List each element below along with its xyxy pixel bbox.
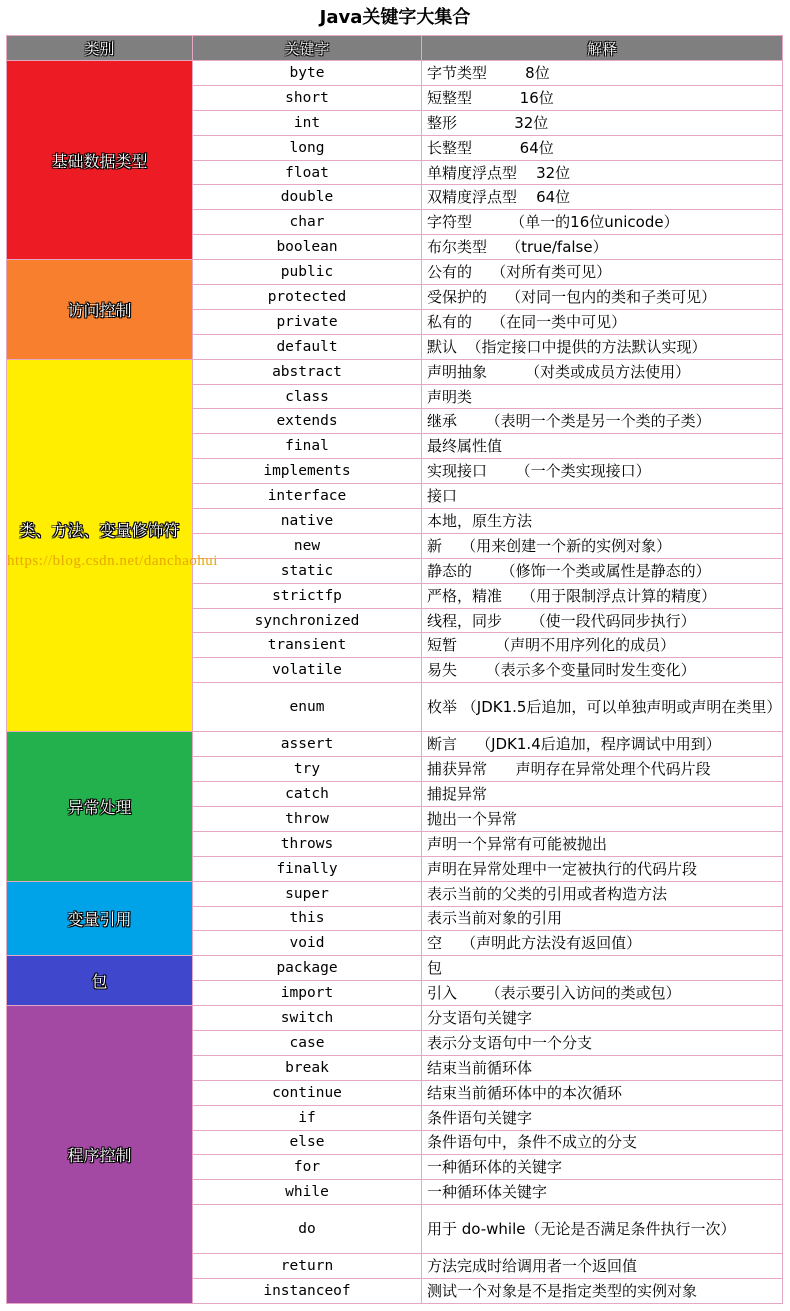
- keyword-cell: public: [193, 260, 422, 285]
- keyword-cell: default: [193, 334, 422, 359]
- keyword-cell: throws: [193, 831, 422, 856]
- keyword-cell: interface: [193, 484, 422, 509]
- category-cell: [7, 881, 193, 956]
- header-category: 类别: [7, 36, 193, 61]
- explanation-cell: 布尔类型 （true/false）: [422, 235, 783, 260]
- keyword-cell: case: [193, 1030, 422, 1055]
- explanation-cell: 实现接口 （一个类实现接口）: [422, 459, 783, 484]
- keyword-cell: extends: [193, 409, 422, 434]
- keyword-cell: finally: [193, 856, 422, 881]
- category-label: 程序控制: [67, 1146, 132, 1166]
- keyword-table: [6, 35, 783, 1304]
- category-label: 基础数据类型: [51, 151, 148, 171]
- keyword-cell: catch: [193, 782, 422, 807]
- keyword-cell: private: [193, 309, 422, 334]
- keyword-cell: static: [193, 558, 422, 583]
- explanation-cell: 结束当前循环体中的本次循环: [422, 1080, 783, 1105]
- table-row: [7, 732, 783, 757]
- explanation-cell: 空 （声明此方法没有返回值）: [422, 931, 783, 956]
- keyword-cell: class: [193, 384, 422, 409]
- explanation-cell: 结束当前循环体: [422, 1055, 783, 1080]
- keyword-cell: new: [193, 533, 422, 558]
- explanation-cell: 易失 （表示多个变量同时发生变化）: [422, 658, 783, 683]
- keyword-cell: implements: [193, 459, 422, 484]
- explanation-cell: 本地，原生方法: [422, 509, 783, 534]
- keyword-cell: protected: [193, 285, 422, 310]
- keyword-cell: import: [193, 981, 422, 1006]
- keyword-cell: char: [193, 210, 422, 235]
- explanation-cell: 新 （用来创建一个新的实例对象）: [422, 533, 783, 558]
- page-title: Java关键字大集合: [319, 7, 471, 28]
- explanation-cell: 接口: [422, 484, 783, 509]
- keyword-cell: transient: [193, 633, 422, 658]
- keyword-cell: synchronized: [193, 608, 422, 633]
- explanation-cell: 一种循环体的关键字: [422, 1155, 783, 1180]
- keyword-cell: instanceof: [193, 1279, 422, 1304]
- explanation-cell: 继承 （表明一个类是另一个类的子类）: [422, 409, 783, 434]
- keyword-cell: enum: [193, 683, 422, 732]
- keyword-cell: try: [193, 757, 422, 782]
- explanation-cell: 分支语句关键字: [422, 1006, 783, 1031]
- explanation-cell: 私有的 （在同一类中可见）: [422, 309, 783, 334]
- explanation-cell: 声明抽象 （对类或成员方法使用）: [422, 359, 783, 384]
- explanation-cell: 静态的 （修饰一个类或属性是静态的）: [422, 558, 783, 583]
- header-keyword: 关键字: [193, 36, 422, 61]
- keyword-cell: native: [193, 509, 422, 534]
- explanation-cell: 抛出一个异常: [422, 806, 783, 831]
- explanation-cell: 表示当前对象的引用: [422, 906, 783, 931]
- explanation-cell: 引入 （表示要引入访问的类或包）: [422, 981, 783, 1006]
- explanation-cell: 捕捉异常: [422, 782, 783, 807]
- header-explanation: 解释: [422, 36, 783, 61]
- category-label: 包: [91, 972, 108, 992]
- explanation-cell: 受保护的 （对同一包内的类和子类可见）: [422, 285, 783, 310]
- keyword-cell: assert: [193, 732, 422, 757]
- explanation-cell: 双精度浮点型 64位: [422, 185, 783, 210]
- keyword-cell: volatile: [193, 658, 422, 683]
- explanation-cell: 测试一个对象是不是指定类型的实例对象: [422, 1279, 783, 1304]
- explanation-cell: 断言 （JDK1.4后追加，程序调试中用到）: [422, 732, 783, 757]
- explanation-cell: 声明在异常处理中一定被执行的代码片段: [422, 856, 783, 881]
- category-cell: [7, 956, 193, 1006]
- keyword-cell: final: [193, 434, 422, 459]
- explanation-cell: 表示分支语句中一个分支: [422, 1030, 783, 1055]
- explanation-cell: 字符型 （单一的16位unicode）: [422, 210, 783, 235]
- keyword-cell: boolean: [193, 235, 422, 260]
- explanation-cell: 严格，精准 （用于限制浮点计算的精度）: [422, 583, 783, 608]
- keyword-cell: short: [193, 85, 422, 110]
- explanation-cell: 一种循环体关键字: [422, 1180, 783, 1205]
- category-label: 变量引用: [67, 909, 132, 929]
- explanation-cell: 条件语句中，条件不成立的分支: [422, 1130, 783, 1155]
- keyword-cell: throw: [193, 806, 422, 831]
- category-label: 访问控制: [67, 300, 132, 320]
- table-body: [7, 61, 783, 1304]
- category-label: 类、方法、变量修饰符: [19, 521, 180, 541]
- explanation-cell: 字节类型 8位: [422, 61, 783, 86]
- keyword-cell: super: [193, 881, 422, 906]
- explanation-cell: 用于 do-while（无论是否满足条件执行一次）: [422, 1205, 783, 1254]
- explanation-cell: 整形 32位: [422, 110, 783, 135]
- explanation-cell: 单精度浮点型 32位: [422, 160, 783, 185]
- category-cell: [7, 260, 193, 360]
- keyword-cell: continue: [193, 1080, 422, 1105]
- explanation-cell: 长整型 64位: [422, 135, 783, 160]
- explanation-cell: 短整型 16位: [422, 85, 783, 110]
- explanation-cell: 公有的 （对所有类可见）: [422, 260, 783, 285]
- explanation-cell: 方法完成时给调用者一个返回值: [422, 1254, 783, 1279]
- keyword-cell: void: [193, 931, 422, 956]
- category-cell: [7, 61, 193, 260]
- table-row: [7, 881, 783, 906]
- explanation-cell: 声明一个异常有可能被抛出: [422, 831, 783, 856]
- explanation-cell: 默认 （指定接口中提供的方法默认实现）: [422, 334, 783, 359]
- explanation-cell: 条件语句关键字: [422, 1105, 783, 1130]
- watermark-text: https://blog.csdn.net/danchaohui: [7, 553, 218, 570]
- table-row: [7, 359, 783, 384]
- category-cell: [7, 359, 218, 732]
- explanation-cell: 短暂 （声明不用序列化的成员）: [422, 633, 783, 658]
- keyword-cell: break: [193, 1055, 422, 1080]
- keyword-cell: strictfp: [193, 583, 422, 608]
- explanation-cell: 捕获异常 声明存在异常处理个代码片段: [422, 757, 783, 782]
- keyword-cell: package: [193, 956, 422, 981]
- keyword-cell: while: [193, 1180, 422, 1205]
- explanation-cell: 枚举 （JDK1.5后追加，可以单独声明或声明在类里）: [422, 683, 783, 732]
- keyword-cell: double: [193, 185, 422, 210]
- table-row: [7, 956, 783, 981]
- category-cell: [7, 1006, 193, 1304]
- keyword-cell: else: [193, 1130, 422, 1155]
- explanation-cell: 包: [422, 956, 783, 981]
- keyword-cell: abstract: [193, 359, 422, 384]
- keyword-cell: if: [193, 1105, 422, 1130]
- table-row: [7, 1006, 783, 1031]
- table-row: [7, 260, 783, 285]
- explanation-cell: 声明类: [422, 384, 783, 409]
- keyword-cell: this: [193, 906, 422, 931]
- keyword-cell: switch: [193, 1006, 422, 1031]
- keyword-cell: int: [193, 110, 422, 135]
- keyword-cell: byte: [193, 61, 422, 86]
- table-row: [7, 61, 783, 86]
- keyword-cell: return: [193, 1254, 422, 1279]
- explanation-cell: 表示当前的父类的引用或者构造方法: [422, 881, 783, 906]
- keyword-cell: long: [193, 135, 422, 160]
- category-label: 异常处理: [67, 797, 132, 817]
- explanation-cell: 最终属性值: [422, 434, 783, 459]
- keyword-cell: for: [193, 1155, 422, 1180]
- header-row: [7, 36, 783, 61]
- keyword-cell: float: [193, 160, 422, 185]
- keyword-cell: do: [193, 1205, 422, 1254]
- category-cell: [7, 732, 193, 881]
- explanation-cell: 线程，同步 （使一段代码同步执行）: [422, 608, 783, 633]
